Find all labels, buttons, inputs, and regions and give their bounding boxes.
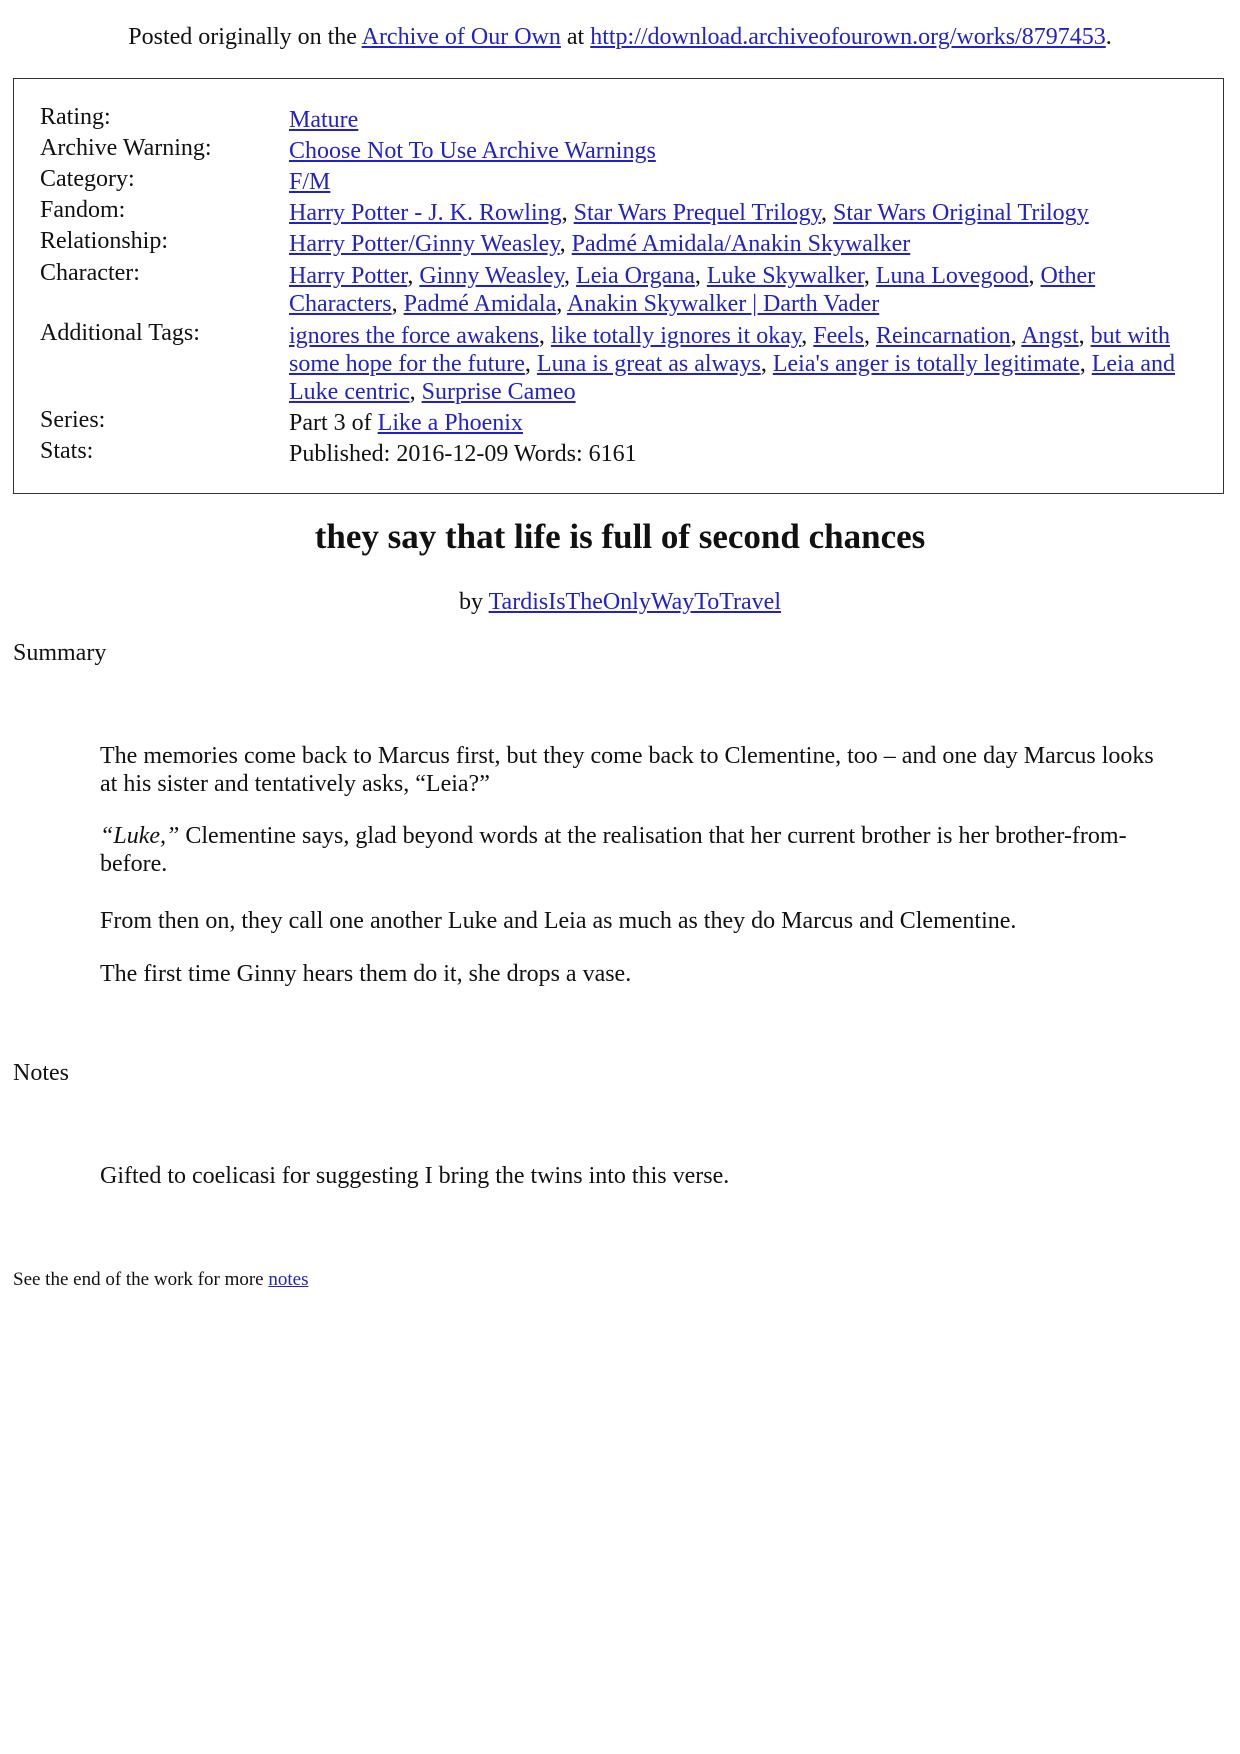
tag-link[interactable]: Surprise Cameo xyxy=(421,379,576,405)
summary-italic-quote: “Luke,” xyxy=(100,823,180,849)
summary-paragraph xyxy=(100,822,1160,878)
tag-link[interactable]: Mature xyxy=(289,107,359,133)
tag-link[interactable]: Padmé Amidala xyxy=(403,291,557,317)
posted-middle: at xyxy=(560,24,591,50)
tag-link[interactable]: Luna Lovegood xyxy=(875,263,1029,289)
tag-link[interactable]: Other Characters xyxy=(289,263,1096,317)
rating-value xyxy=(289,106,1189,134)
tag-link[interactable]: like totally ignores it okay xyxy=(550,323,802,349)
tag-link[interactable]: F/M xyxy=(289,169,331,195)
author-link[interactable]: TardisIsTheOnlyWayToTravel xyxy=(488,589,781,615)
summary-paragraph-text: Clementine says, glad beyond words at the realisation that her current brother is her brother-from-before. xyxy=(100,823,1127,877)
fandom-label: Fandom: xyxy=(40,197,126,223)
tag-link[interactable]: Harry Potter - J. K. Rowling xyxy=(289,200,562,226)
tag-link[interactable]: Star Wars Original Trilogy xyxy=(833,200,1089,226)
archive-link[interactable]: Archive of Our Own xyxy=(361,24,561,50)
tag-link[interactable]: Leia Organa xyxy=(576,263,695,289)
tag-link[interactable]: Leia's anger is totally legitimate xyxy=(772,351,1080,377)
tag-link[interactable]: Harry Potter/Ginny Weasley xyxy=(289,231,560,257)
relationship-value: Harry Potter/Ginny Weasley, Padmé Amidala/Anakin Skywalker xyxy=(289,231,911,257)
posted-prefix: Posted originally on the xyxy=(128,24,362,50)
notes-paragraph: Gifted to coelicasi for suggesting I bring the twins into this verse. xyxy=(100,1163,730,1189)
stats-value: Published: 2016-12-09 Words: 6161 xyxy=(289,441,637,467)
series-value xyxy=(289,409,1189,437)
tag-link[interactable]: Leia and Luke centric xyxy=(289,351,1176,405)
posted-suffix: . xyxy=(1105,24,1112,50)
archive-warning-value xyxy=(289,137,1189,165)
summary-paragraph: From then on, they call one another Luke and Leia as much as they do Marcus and Clementine. xyxy=(100,908,1017,934)
end-notes-text: See the end of the work for more xyxy=(13,1269,269,1290)
additional-tags-value: ignores the force awakens, like totally ignores it okay, Feels, Reincarnation, Angst, but with some hope for the future, Luna is great as always, Leia's anger is totally legitimate, Leia and Luke centric, Surprise Cameo xyxy=(289,323,1176,405)
tag-link[interactable]: Choose Not To Use Archive Warnings xyxy=(289,138,656,164)
tag-link[interactable]: Star Wars Prequel Trilogy xyxy=(573,200,822,226)
tag-link[interactable]: Padmé Amidala/Anakin Skywalker xyxy=(571,231,911,257)
work-url-link[interactable]: http://download.archiveofourown.org/works/8797453 xyxy=(590,24,1106,50)
work-title: they say that life is full of second chances xyxy=(314,517,926,556)
tag-link[interactable]: Ginny Weasley xyxy=(419,263,565,289)
summary-paragraph: The first time Ginny hears them do it, she drops a vase. xyxy=(100,961,632,987)
tag-link[interactable]: Anakin Skywalker | Darth Vader xyxy=(566,291,880,317)
character-value: Harry Potter, Ginny Weasley, Leia Organa, Luke Skywalker, Luna Lovegood, Other Characters, Padmé Amidala, Anakin Skywalker | Darth Vader xyxy=(289,263,1096,317)
posted-originally-line xyxy=(0,20,1240,54)
stats-label: Stats: xyxy=(40,438,94,464)
notes-link[interactable]: notes xyxy=(268,1269,309,1290)
archive-warning-label: Archive Warning: xyxy=(40,135,212,161)
end-notes-reference xyxy=(13,1268,308,1292)
tag-link[interactable]: Luke Skywalker xyxy=(706,263,864,289)
character-label: Character: xyxy=(40,260,140,286)
byline-prefix: by xyxy=(458,589,489,615)
rating-label: Rating: xyxy=(40,104,111,130)
fandom-value: Harry Potter - J. K. Rowling, Star Wars Prequel Trilogy, Star Wars Original Trilogy xyxy=(289,200,1089,226)
tag-link[interactable]: Feels xyxy=(813,323,864,349)
series-label: Series: xyxy=(40,407,106,433)
summary-heading: Summary xyxy=(13,640,107,666)
tag-link[interactable]: Harry Potter xyxy=(289,263,408,289)
tag-link[interactable]: ignores the force awakens xyxy=(289,323,539,349)
byline xyxy=(0,585,1240,619)
notes-heading: Notes xyxy=(13,1060,69,1086)
additional-tags-label: Additional Tags: xyxy=(40,320,200,346)
tag-link[interactable]: Luna is great as always xyxy=(536,351,761,377)
category-label: Category: xyxy=(40,166,135,192)
tag-link[interactable]: Reincarnation xyxy=(875,323,1011,349)
tag-link[interactable]: Angst xyxy=(1021,323,1079,349)
series-link[interactable]: Like a Phoenix xyxy=(377,410,523,436)
relationship-label: Relationship: xyxy=(40,228,168,254)
tag-link[interactable]: but with some hope for the future xyxy=(289,323,1170,377)
summary-paragraph: The memories come back to Marcus first, but they come back to Clementine, too – and one day Marcus looks at his sister and tentatively asks, “Leia?” xyxy=(100,743,1154,797)
series-prefix: Part 3 of xyxy=(289,410,378,436)
category-value xyxy=(289,168,1189,196)
work-metadata-box xyxy=(13,78,1224,494)
